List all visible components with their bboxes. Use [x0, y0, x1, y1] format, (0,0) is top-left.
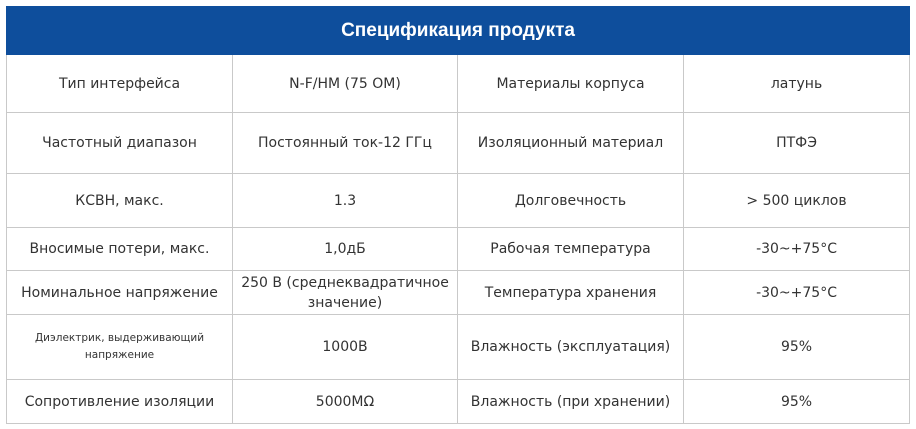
table-row — [7, 113, 910, 174]
param-value: ПТФЭ — [684, 113, 910, 174]
param-label: Сопротивление изоляции — [7, 380, 233, 424]
table-title: Спецификация продукта — [7, 7, 910, 55]
param-value: 1,0дБ — [233, 228, 458, 271]
param-label: Материалы корпуса — [458, 55, 684, 113]
table-row — [7, 271, 910, 315]
param-value: 5000MΩ — [233, 380, 458, 424]
table-row — [7, 228, 910, 271]
param-value: 95% — [684, 380, 910, 424]
param-label: Долговечность — [458, 174, 684, 228]
param-value: Постоянный ток-12 ГГц — [233, 113, 458, 174]
param-label: Тип интерфейса — [7, 55, 233, 113]
param-label: Влажность (эксплуатация) — [458, 315, 684, 380]
param-label: Номинальное напряжение — [7, 271, 233, 315]
param-value: -30~+75°C — [684, 228, 910, 271]
param-label: Частотный диапазон — [7, 113, 233, 174]
specification-table — [6, 6, 910, 424]
param-value: N-F/HM (75 OM) — [233, 55, 458, 113]
param-label: КСВН, макс. — [7, 174, 233, 228]
param-value: 250 В (среднеквадратичное значение) — [233, 271, 458, 315]
param-label: Изоляционный материал — [458, 113, 684, 174]
param-label: Влажность (при хранении) — [458, 380, 684, 424]
table-row — [7, 315, 910, 380]
param-label: Рабочая температура — [458, 228, 684, 271]
param-value: 95% — [684, 315, 910, 380]
table-row — [7, 174, 910, 228]
param-value: -30~+75°C — [684, 271, 910, 315]
table-row — [7, 55, 910, 113]
param-label: Вносимые потери, макс. — [7, 228, 233, 271]
param-label: Температура хранения — [458, 271, 684, 315]
param-label: Диэлектрик, выдерживающий напряжение — [7, 315, 233, 380]
table-header-row — [7, 7, 910, 55]
table-row — [7, 380, 910, 424]
param-value: 1.3 — [233, 174, 458, 228]
param-value: > 500 циклов — [684, 174, 910, 228]
param-value: латунь — [684, 55, 910, 113]
param-value: 1000В — [233, 315, 458, 380]
